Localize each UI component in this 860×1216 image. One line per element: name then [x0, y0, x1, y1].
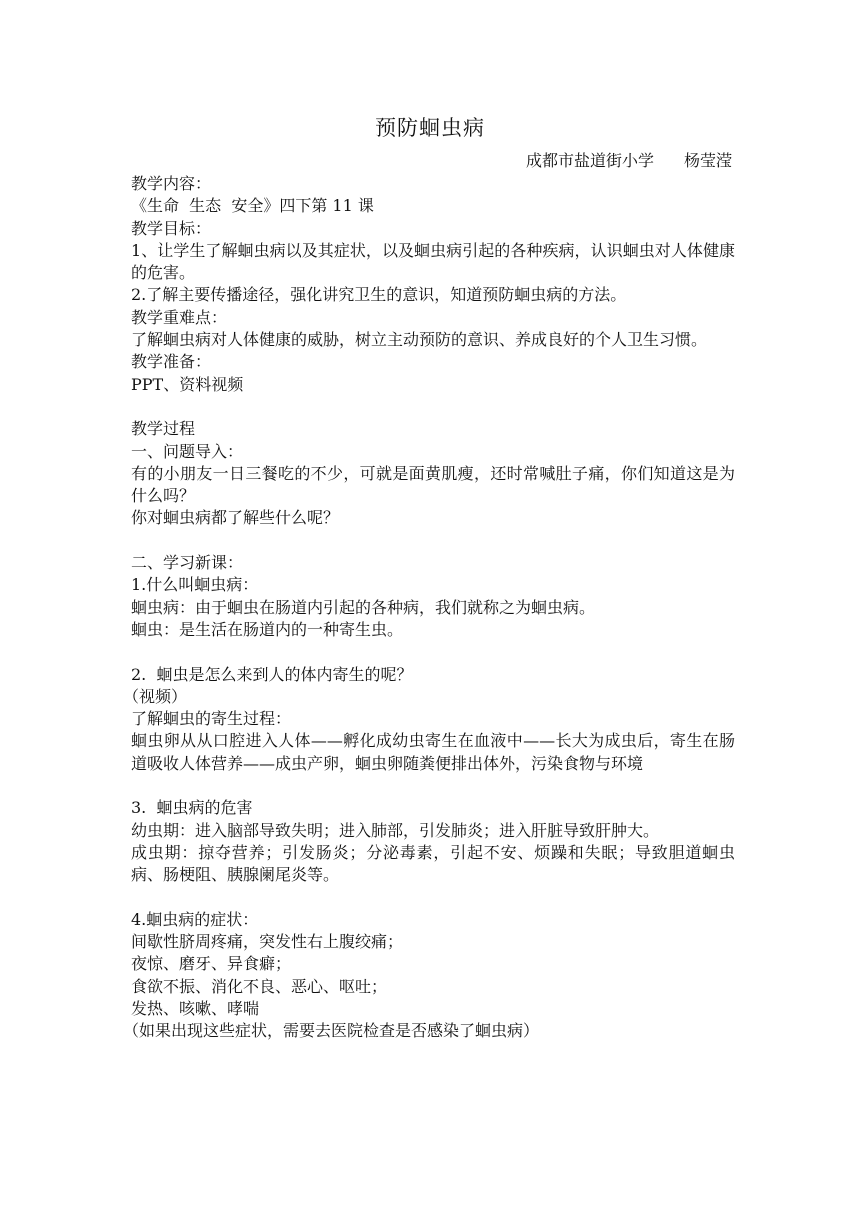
goal-2: 2.了解主要传播途径，强化讲究卫生的意识，知道预防蛔虫病的方法。	[131, 285, 627, 305]
symptom-3: 食欲不振、消化不良、恶心、呕吐；	[131, 976, 388, 996]
course-reference: 《生命 生态 安全》四下第 11 课	[131, 196, 374, 216]
subsection-2-heading: 2. 蛔虫是怎么来到人的体内寄生的呢？	[131, 664, 413, 684]
subsection-3-heading: 3. 蛔虫病的危害	[131, 798, 253, 818]
document-body	[123, 173, 735, 1043]
label-teaching-goals: 教学目标：	[131, 218, 212, 238]
subsection-3-larva: 幼虫期：进入脑部导致失明；进入肺部，引发肺炎；进入肝脏导致肝肿大。	[131, 820, 660, 840]
process-heading: 教学过程	[131, 419, 196, 439]
section-new-lesson-heading: 二、学习新课：	[131, 553, 244, 573]
label-key-points: 教学重难点：	[131, 307, 228, 327]
label-preparation: 教学准备：	[131, 352, 212, 372]
subsection-1-definition-worm: 蛔虫：是生活在肠道内的一种寄生虫。	[131, 619, 404, 639]
subsection-2-process: 蛔虫卵从从口腔进入人体——孵化成幼虫寄生在血液中——长大为成虫后，寄生在肠道吸收人体营养——成虫产卵，蛔虫卵随粪便排出体外，污染食物与环境	[131, 731, 735, 773]
intro-question: 你对蛔虫病都了解些什么呢？	[131, 508, 340, 528]
author-school: 成都市盐道街小学	[525, 151, 654, 170]
subsection-4-heading: 4.蛔虫病的症状：	[131, 909, 259, 929]
key-points-text: 了解蛔虫病对人体健康的威胁，树立主动预防的意识、养成良好的个人卫生习惯。	[131, 330, 708, 350]
symptom-4: 发热、咳嗽、哮喘	[131, 998, 260, 1018]
subsection-1-definition-disease: 蛔虫病：由于蛔虫在肠道内引起的各种病，我们就称之为蛔虫病。	[131, 597, 596, 617]
symptom-1: 间歇性脐周疼痛，突发性右上腹绞痛；	[131, 932, 404, 952]
author-name: 杨莹滢	[683, 151, 732, 170]
subsection-2-label: 了解蛔虫的寄生过程：	[131, 709, 292, 729]
author-line	[526, 150, 732, 172]
goal-1: 1、让学生了解蛔虫病以及其症状，以及蛔虫病引起的各种疾病，认识蛔虫对人体健康的危害。	[131, 240, 735, 283]
label-teaching-content: 教学内容：	[131, 174, 212, 193]
subsection-2-video: （视频）	[123, 686, 188, 706]
preparation-text: PPT、资料视频	[131, 374, 244, 394]
section-intro-heading: 一、问题导入：	[131, 441, 244, 461]
intro-text: 有的小朋友一日三餐吃的不少，可就是面黄肌瘦，还时常喊肚子痛，你们知道这是为什么吗？	[131, 463, 735, 506]
subsection-3-adult: 成虫期：掠夺营养；引发肠炎；分泌毒素，引起不安、烦躁和失眠；导致胆道蛔虫病、肠梗阻、胰腺阑尾炎等。	[131, 842, 735, 885]
document-title: 预防蛔虫病	[375, 116, 485, 140]
symptom-note: （如果出现这些症状，需要去医院检查是否感染了蛔虫病）	[123, 1021, 540, 1041]
symptom-2: 夜惊、磨牙、异食癖；	[131, 954, 292, 974]
subsection-1-heading: 1.什么叫蛔虫病：	[131, 575, 259, 595]
